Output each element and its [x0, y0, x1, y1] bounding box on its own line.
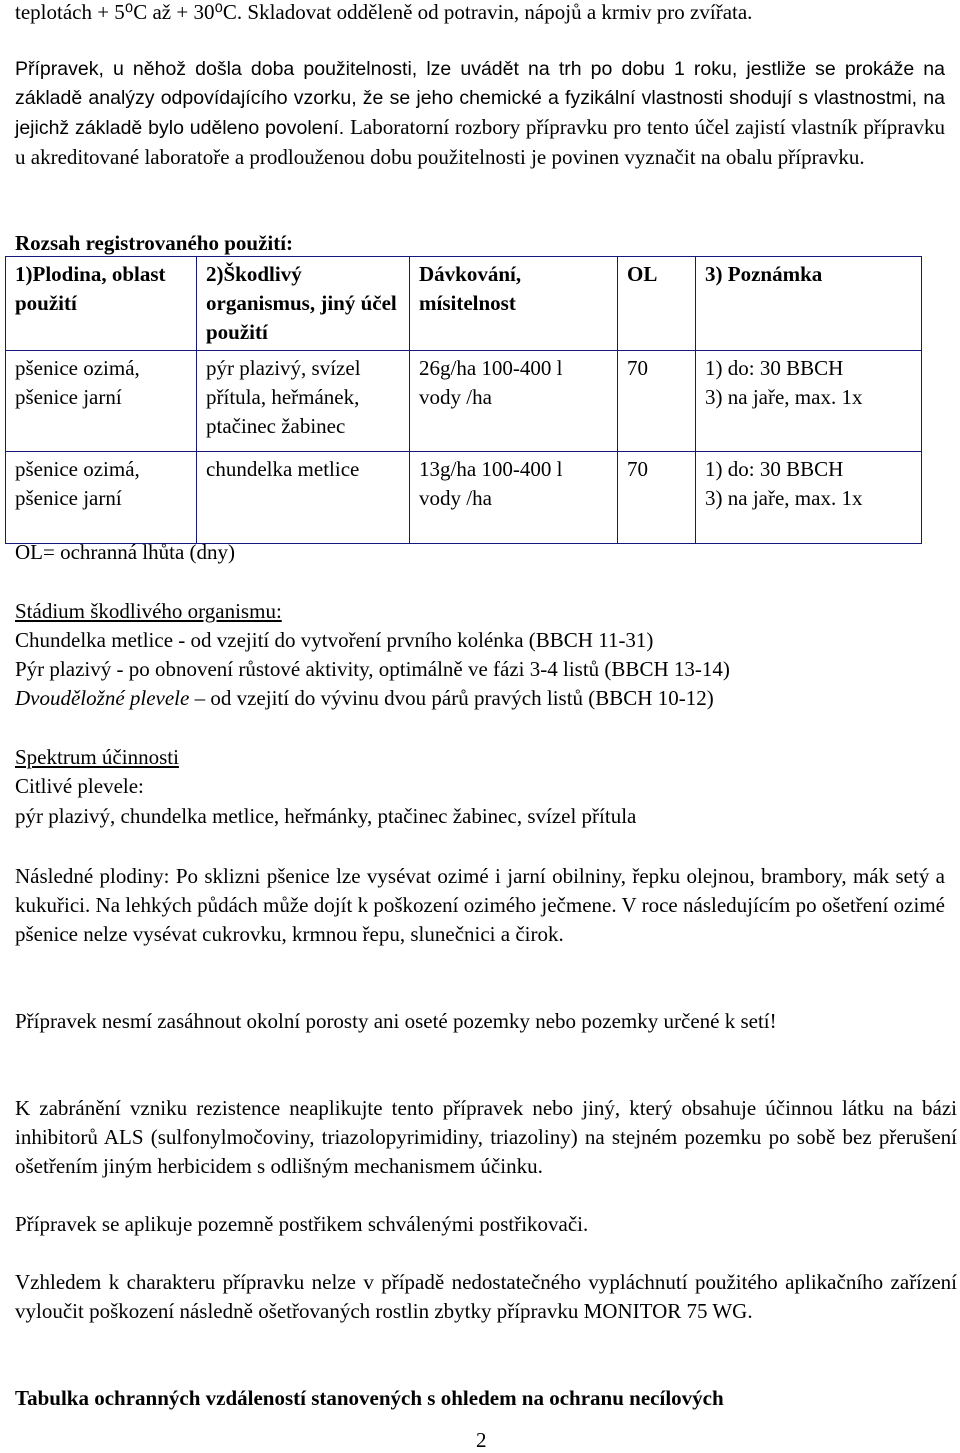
stage-line-1: Chundelka metlice - od vzejití do vytvoření prvního kolénka (BBCH 11-31)	[15, 628, 654, 652]
following-crops-paragraph	[15, 862, 945, 949]
cell-note	[696, 351, 922, 452]
header-note: 3) Poznámka	[696, 257, 922, 351]
storage-line: teplotách + 5⁰C až + 30⁰C. Skladovat odděleně od potravin, nápojů a krmiv pro zvířata.	[15, 0, 753, 24]
spectrum-heading: Spektrum účinnosti	[15, 745, 179, 769]
spectrum-list: pýr plazivý, chundelka metlice, heřmánky, ptačinec žabinec, svízel přítula	[15, 804, 637, 828]
stage-heading: Stádium škodlivého organismu:	[15, 599, 282, 623]
note-line-1: 1) do: 30 BBCH	[705, 356, 844, 380]
dicot-weeds-label: Dvouděložné plevele	[15, 686, 190, 710]
page-number: 2	[476, 1428, 487, 1452]
header-tail	[922, 257, 947, 351]
header-dose: Dávkování, mísitelnost	[410, 257, 618, 351]
cell-crop: pšenice ozimá, pšenice jarní	[6, 351, 197, 452]
dicot-weeds-text: – od vzejití do vývinu dvou párů pravých listů (BBCH 10-12)	[189, 686, 714, 710]
stage-line-3	[15, 684, 714, 713]
drift-warning: Přípravek nesmí zasáhnout okolní porosty ani oseté pozemky nebo pozemky určené k setí!	[15, 1009, 777, 1033]
registration-heading: Rozsah registrovaného použití:	[15, 231, 294, 255]
shelf-life-text-tail: Laboratorní rozbory přípravku pro tento účel zajistí vlastník přípravku u akreditované laboratoře a prodlouženou dobu použitelnosti je povinen vyznačit na obalu přípravku.	[15, 115, 946, 169]
spectrum-sub: Citlivé plevele:	[15, 774, 144, 798]
ol-legend: OL= ochranná lhůta (dny)	[15, 540, 236, 564]
cell-pest: pýr plazivý, svízel přítula, heřmánek, ptačinec žabinec	[197, 351, 410, 452]
row-tail	[922, 351, 947, 452]
header-crop: 1)Plodina, oblast použití	[6, 257, 197, 351]
note-line-2: 3) na jaře, max. 1x	[705, 486, 863, 510]
cell-dose: 13g/ha 100-400 l vody /ha	[410, 452, 618, 544]
following-crops-text: Po sklizni pšenice lze vysévat ozimé i jarní obilniny, řepku olejnou, brambory, mák setý a kukuřici. Na lehkých půdách může dojít k poškození ozimého ječmene. V roce následujícím po ošetření ozimé pšenice nelze vysévat cukrovku, krmnou řepu, slunečnici a čirok.	[15, 864, 945, 946]
note-line-1: 1) do: 30 BBCH	[705, 457, 844, 481]
following-crops-label: Následné plodiny:	[15, 864, 170, 888]
resistance-paragraph: K zabránění vzniku rezistence neaplikujte tento přípravek nebo jiný, který obsahuje účinnou látku na bázi inhibitorů ALS (sulfonylmočoviny, triazolopyrimidiny, triazoliny) na stejném pozemku po sobě bez přerušení ošetřením jiným herbicidem s odlišným mechanismem účinku.	[15, 1096, 957, 1178]
header-pest: 2)Škodlivý organismus, jiný účel použití	[197, 257, 410, 351]
cell-crop: pšenice ozimá, pšenice jarní	[6, 452, 197, 544]
application-line: Přípravek se aplikuje pozemně postřikem schválenými postřikovači.	[15, 1212, 589, 1236]
shelf-life-text: Přípravek, u něhož došla doba použitelnosti, lze uvádět na trh po dobu 1 roku, jestliže se prokáže na základě analýzy odpovídajícího vzorku, že se jeho chemické a fyzikální vlastnosti shodují s vlastnostmi, na jejichž základě bylo uděleno povolení.	[15, 58, 945, 139]
rinsing-paragraph: Vzhledem k charakteru přípravku nelze v případě nedostatečného vypláchnutí použitého aplikačního zařízení vyloučit poškození následně ošetřovaných rostlin zbytky přípravku MONITOR 75 WG.	[15, 1270, 957, 1323]
note-line-2: 3) na jaře, max. 1x	[705, 385, 863, 409]
row-tail	[922, 452, 947, 544]
cell-note	[696, 452, 922, 544]
table-header-row	[6, 257, 947, 351]
distance-table-heading: Tabulka ochranných vzdáleností stanovených s ohledem na ochranu necílových	[15, 1386, 724, 1410]
table-row	[6, 452, 947, 544]
header-ol: OL	[618, 257, 696, 351]
cell-ol: 70	[618, 452, 696, 544]
cell-pest: chundelka metlice	[197, 452, 410, 544]
table-row	[6, 351, 947, 452]
cell-ol: 70	[618, 351, 696, 452]
shelf-life-paragraph	[15, 55, 945, 173]
cell-dose: 26g/ha 100-400 l vody /ha	[410, 351, 618, 452]
stage-line-2: Pýr plazivý - po obnovení růstové aktivity, optimálně ve fázi 3-4 listů (BBCH 13-14)	[15, 657, 730, 681]
registration-table	[5, 256, 947, 544]
